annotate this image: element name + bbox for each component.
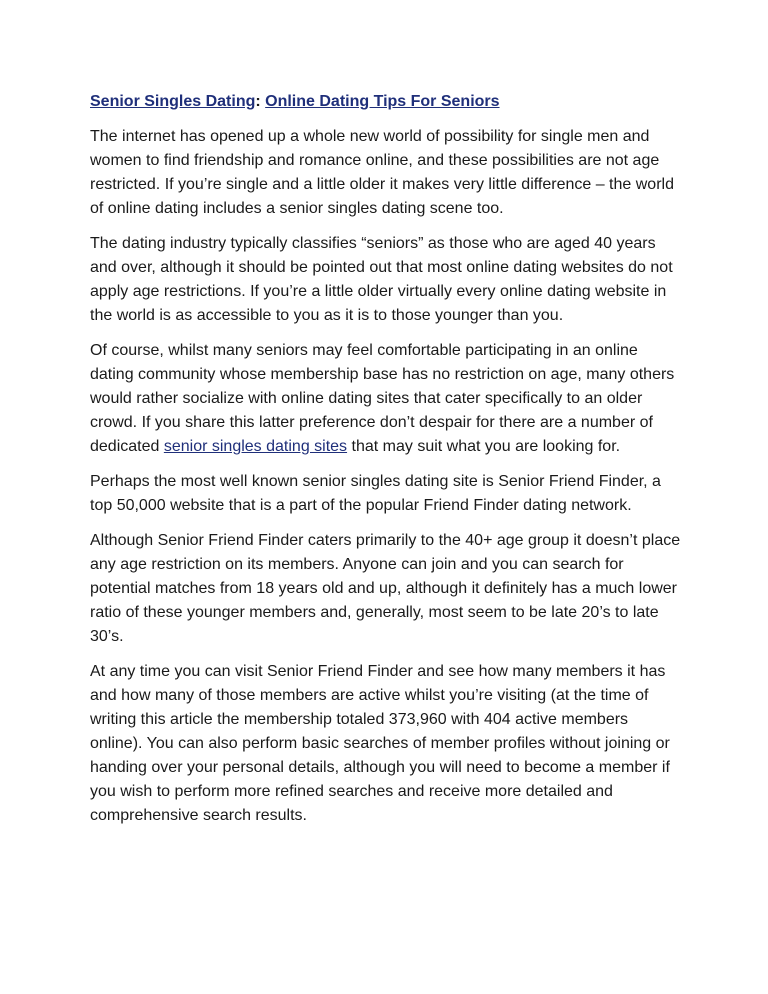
paragraph-senior-friend-finder: Perhaps the most well known senior singles dating site is Senior Friend Finder, a top 50,000 website that is a part of the popular Friend Finder dating network. — [90, 473, 661, 514]
paragraph-age-group: Although Senior Friend Finder caters primarily to the 40+ age group it doesn’t place any age restriction on its members. Anyone can join and you can search for potential matches from 18 years old and up, although it definitely has a much lower ratio of these younger members and, generally, most seem to be late 20’s to late 30’s. — [90, 532, 681, 645]
article-body — [90, 90, 682, 839]
paragraph-intro: The internet has opened up a whole new world of possibility for single men and women to find friendship and romance online, and these possibilities are not age restricted. If you’re single and a little older it makes very little difference – the world of online dating includes a senior singles dating scene too. — [90, 128, 674, 217]
paragraph-industry-definition: The dating industry typically classifies “seniors” as those who are aged 40 years and over, although it should be pointed out that most online dating websites do not apply age restrictions. If you’re a little older virtually every online dating website in the world is as accessible to you as it is to those younger than you. — [90, 235, 673, 324]
paragraph-membership-stats: At any time you can visit Senior Friend Finder and see how many members it has and how many of those members are active whilst you’re visiting (at the time of writing this article the membership totaled 373,960 with 404 active members online). You can also perform basic searches of member profiles without joining or handing over your personal details, although you will need to become a member if you wish to perform more refined searches and receive more detailed and comprehensive search results. — [90, 663, 670, 824]
title-separator: : — [255, 93, 261, 110]
title-link-senior-singles-dating[interactable]: Senior Singles Dating — [90, 93, 256, 110]
article-title — [90, 90, 682, 114]
paragraph-text-after-link: that may suit what you are looking for. — [347, 438, 621, 455]
title-link-online-dating-tips[interactable]: Online Dating Tips For Seniors — [265, 93, 500, 110]
paragraph-text-before-link: Of course, whilst many seniors may feel comfortable participating in an online dating community whose membership base has no restriction on age, many others would rather socialize with online dating sites that cater specifically to an older crowd. If you share this latter preference don’t despair for there are a number of dedicated — [90, 342, 675, 455]
senior-singles-dating-sites-link[interactable]: senior singles dating sites — [163, 438, 348, 455]
paragraph-dedicated-sites — [90, 339, 682, 459]
